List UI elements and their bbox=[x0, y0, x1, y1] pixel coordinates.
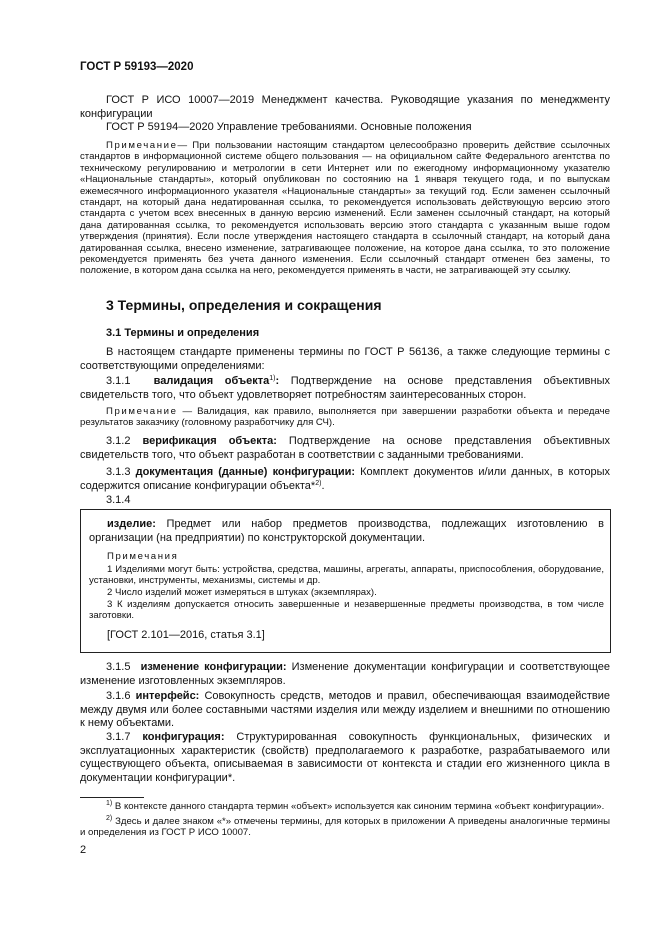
subsection-heading: 3.1 Термины и определения bbox=[106, 327, 260, 339]
note-label: Примечание bbox=[106, 140, 178, 151]
terms-intro: В настоящем стандарте применены термины по ГОСТ Р 56136, а также следующие термины с соответствующими определениями: bbox=[80, 346, 610, 372]
note-references bbox=[80, 140, 610, 277]
footnote-mark: 2) bbox=[106, 815, 113, 822]
term-number: 3.1.7 bbox=[106, 731, 131, 743]
term-3-1-7 bbox=[80, 731, 610, 785]
term-title: конфигурация: bbox=[142, 731, 225, 743]
term-3-1-2 bbox=[80, 435, 610, 462]
note-item-1: 1 Изделиями могут быть: устройства, средства, машины, агрегаты, аппараты, приспособления, оборудование, установки, инструменты, механизмы, системы и др. bbox=[89, 564, 604, 587]
term-title: верификация объекта: bbox=[142, 435, 277, 447]
term-colon: : bbox=[275, 375, 280, 387]
footnote-text: В контексте данного стандарта термин «объект» используется как синоним термина «объект конфигурации». bbox=[114, 801, 605, 812]
note-3-1-1 bbox=[80, 406, 610, 429]
term-title: изделие: bbox=[107, 518, 156, 530]
term-3-1-4-definition bbox=[89, 518, 604, 545]
term-definition: Комплект документов и/или данных, в которых содержится описание конфигурации объекта* bbox=[80, 466, 611, 492]
term-definition: Предмет или набор предметов производства, подлежащих изготовлению в организации (на предприятии) по конструкторской документации. bbox=[89, 518, 604, 544]
term-title: изменение конфигурации: bbox=[140, 661, 287, 673]
reference-iso-10007: ГОСТ Р ИСО 10007—2019 Менеджмент качества. Руководящие указания по менеджменту конфигурации bbox=[80, 94, 610, 120]
term-title: валидация объекта bbox=[153, 375, 270, 387]
term-number: 3.1.3 bbox=[106, 466, 131, 478]
term-3-1-4-box bbox=[80, 509, 611, 653]
term-number: 3.1.5 bbox=[106, 661, 131, 673]
term-number: 3.1.2 bbox=[106, 435, 131, 447]
term-definition: Подтверждение на основе представления объективных свидетельств того, что объект удовлетворяет потребностям заинтересованных сторон. bbox=[80, 375, 610, 401]
footnote-ref: 1) bbox=[269, 375, 276, 382]
note-text: — При пользовании настоящим стандартом целесообразно проверить действие ссылочных стандартов в информационной системе общего пользования — на официальном сайте Федерального агентства по техническому регулированию и метрологии в сети Интернет или по ежегодному информационному указателю «Национальные стандарты», который опубликован по состоянию на 1 января текущего года, и по выпускам ежемесячного информационного указателя «Национальные стандарты» за текущий год. Если заменен ссылочный стандарт, на который дана недатированная ссылка, то рекомендуется использовать действующую версию этого стандарта с учетом всех внесенных в данную версию изменений. Если заменен ссылочный стандарт, на который дана датированная ссылка, то рекомендуется использовать версию этого стандарта с указанным выше годом утверждения (принятия). Если после утверждения настоящего стандарта в ссылочный стандарт, на который дана датированная ссылка, внесено изменение, затрагивающее положение, на которое дана ссылка, то это положение рекомендуется применять без учета данного изменения. Если ссылочный стандарт отменен без замены, то положение, в котором дана ссылка на него, рекомендуется применять в части, не затрагивающей эту ссылку. bbox=[80, 140, 610, 277]
term-end: . bbox=[321, 479, 325, 492]
notes-label: Примечания bbox=[107, 551, 179, 562]
document-header: ГОСТ Р 59193—2020 bbox=[80, 61, 194, 73]
footnote-separator bbox=[80, 797, 144, 798]
footnote-text: Здесь и далее знаком «*» отмечены термины, для которых в приложении А приведены аналогичные термины и определения из ГОСТ Р ИСО 10007. bbox=[80, 816, 610, 839]
section-heading: 3 Термины, определения и сокращения bbox=[106, 297, 382, 313]
term-3-1-1 bbox=[80, 375, 610, 402]
term-number: 3.1.6 bbox=[106, 690, 131, 702]
note-item-2: 2 Число изделий может измеряться в штуках (экземплярах). bbox=[107, 587, 377, 598]
term-3-1-6 bbox=[80, 690, 610, 731]
term-definition: Структурированная совокупность функциональных, физических и эксплуатационных характеристик (свойств) предполагаемого к разработке, разрабатываемого или существующего объекта, описываемая в зависимости от контекста и стадии его жизненного цикла в документации конфигурации*. bbox=[80, 731, 611, 784]
reference-59194: ГОСТ Р 59194—2020 Управление требованиями. Основные положения bbox=[106, 121, 472, 133]
term-3-1-5 bbox=[80, 661, 610, 688]
term-definition: Совокупность средств, методов и правил, обеспечивающая взаимодействие между двумя или более составными частями изделия или между изделием и внешними по отношению к нему объектами. bbox=[80, 690, 610, 730]
term-3-1-3 bbox=[80, 466, 610, 493]
term-definition: Изменение документации конфигурации и соответствующее изменение изготовленных экземпляров. bbox=[80, 661, 610, 687]
term-definition: Подтверждение на основе представления объективных свидетельств того, что объект разработан в соответствии с заданными требованиями. bbox=[80, 435, 610, 461]
page-number: 2 bbox=[80, 844, 87, 856]
note-text: — Валидация, как правило, выполняется при завершении разработки объекта и передаче результатов заказчику (головному разработчику для СЧ). bbox=[80, 406, 610, 429]
footnote-ref: 2) bbox=[315, 479, 322, 487]
term-title: интерфейс: bbox=[135, 690, 200, 702]
note-item-3: 3 К изделиям допускается относить завершенные и незавершенные предметы производства, в том числе заготовки. bbox=[89, 599, 604, 622]
term-title: документация (данные) конфигурации: bbox=[135, 466, 356, 478]
term-number: 3.1.1 bbox=[106, 375, 131, 387]
footnote-2 bbox=[80, 816, 610, 839]
term-source: [ГОСТ 2.101—2016, статья 3.1] bbox=[107, 629, 265, 641]
footnote-mark: 1) bbox=[106, 800, 113, 807]
footnote-1 bbox=[80, 801, 610, 812]
term-3-1-4-number: 3.1.4 bbox=[106, 494, 131, 506]
note-label: Примечание bbox=[106, 406, 178, 417]
